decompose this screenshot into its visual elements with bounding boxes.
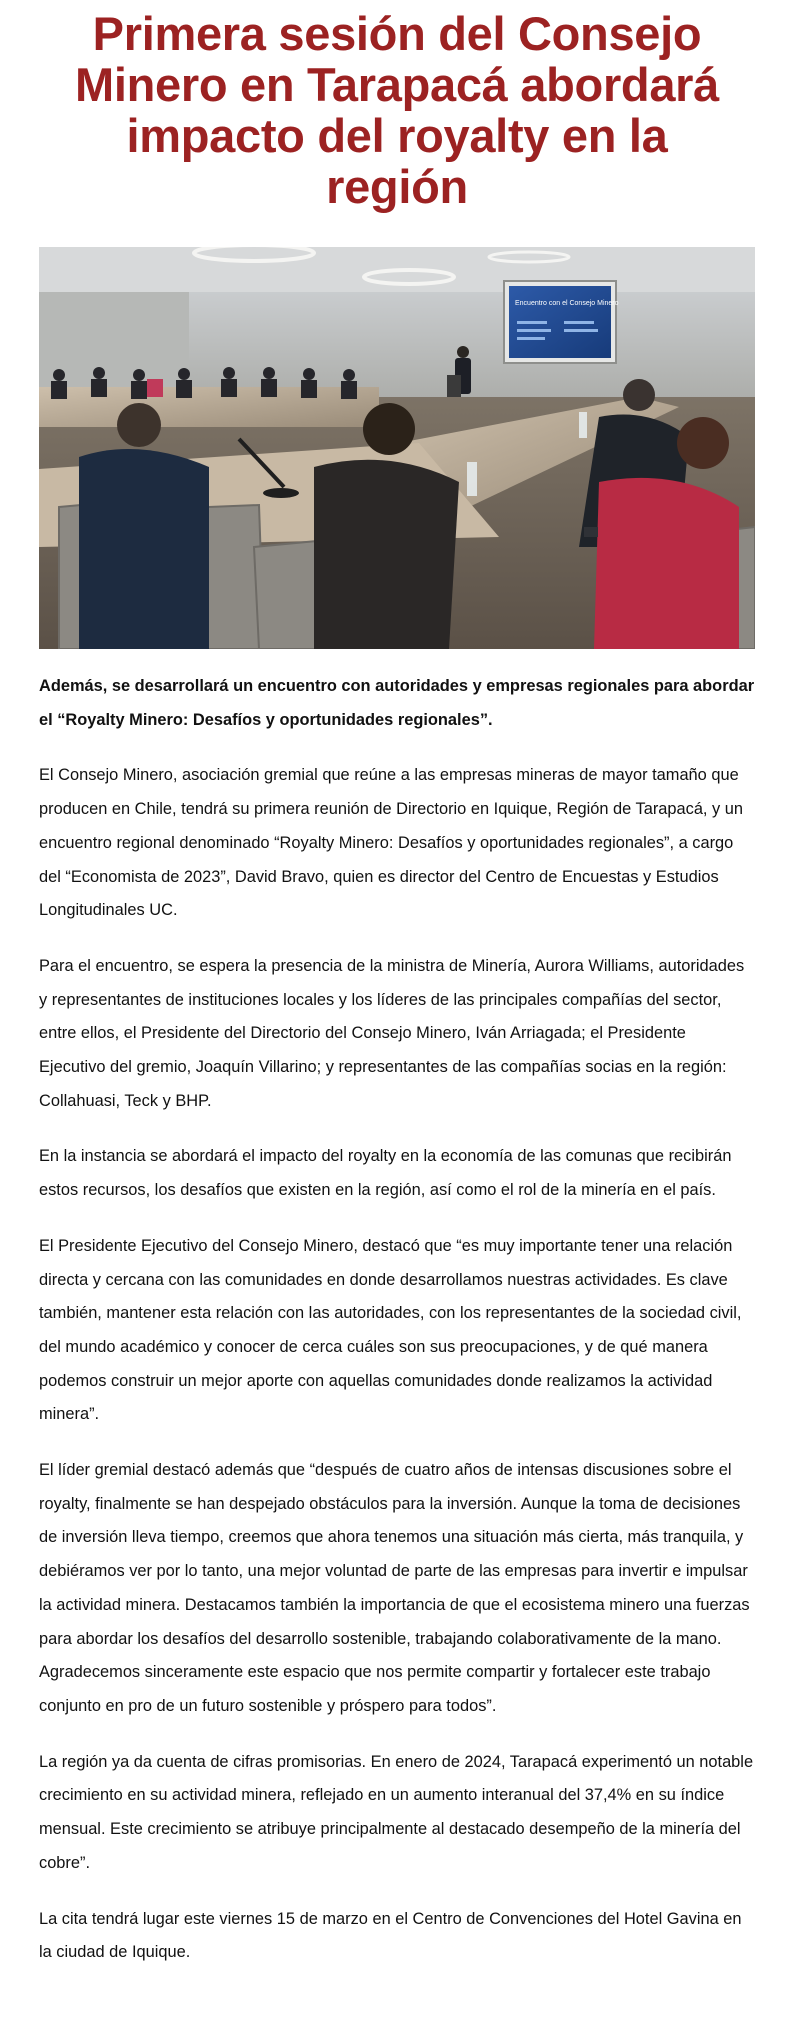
article-lead: Además, se desarrollará un encuentro con autoridades y empresas regionales para abordar el “Royalty Minero: Desafíos y oportunidades regionales”. — [39, 677, 755, 729]
headline-container — [67, 0, 727, 226]
paragraph: El Consejo Minero, asociación gremial que reúne a las empresas mineras de mayor tamaño que producen en Chile, tendrá su primera reunión de Directorio en Iquique, Región de Tarapacá, y un encuentro regional denominado “Royalty Minero: Desafíos y oportunidades regionales”, a cargo del “Economista de 2023”, David Bravo, quien es director del Centro de Encuestas y Estudios Longitudinales UC. — [39, 766, 744, 920]
paragraph: En la instancia se abordará el impacto del royalty en la economía de las comunas que recibirán estos recursos, los desafíos que existen en la región, así como el rol de la minería en el país. — [39, 1147, 732, 1200]
paragraph: Para el encuentro, se espera la presencia de la ministra de Minería, Aurora Williams, autoridades y representantes de instituciones locales y los líderes de las principales compañías del sector, entre ellos, el Presidente del Directorio del Consejo Minero, Iván Arriagada; el Presidente Ejecutivo del gremio, Joaquín Villarino; y representantes de las compañías socias en la región: Collahuasi, Teck y BHP. — [39, 956, 745, 1110]
article-headline: Primera sesión del Consejo Minero en Tarapacá abordará impacto del royalty en la región — [74, 7, 720, 213]
article-body — [39, 670, 755, 1992]
paragraph: El líder gremial destacó además que “después de cuatro años de intensas discusiones sobre el royalty, finalmente se han despejado obstáculos para la inversión. Aunque la toma de decisiones de inversión lleva tiempo, creemos que ahora tenemos una situación más cierta, más tranquila, y debiéramos ver por lo tanto, una mejor voluntad de parte de las empresas para invertir e impulsar la actividad minera. Destacamos también la importancia de que el ecosistema minero una fuerzas para abordar los desafíos del desarrollo sostenible, trabajando colaborativamente de la mano. Agradecemos sinceramente este espacio que nos permite compartir y fortalecer este trabajo conjunto en pro de un futuro sostenible y próspero para todos”. — [39, 1461, 750, 1715]
article-photo — [39, 247, 755, 649]
slide-title: Encuentro con el Consejo Minero — [515, 300, 619, 307]
paragraph: El Presidente Ejecutivo del Consejo Minero, destacó que “es muy importante tener una relación directa y cercana con las comunidades en donde desarrollamos nuestras actividades. Es clave también, mantener esta relación con las autoridades, con los representantes de la sociedad civil, del mundo académico y conocer de cerca cuáles son sus preocupaciones, y de qué manera podemos construir un mejor aporte con aquellas comunidades donde realizamos la actividad minera”. — [39, 1236, 742, 1424]
conference-room-image — [39, 247, 755, 649]
paragraph: La región ya da cuenta de cifras promisorias. En enero de 2024, Tarapacá experimentó un notable crecimiento en su actividad minera, reflejado en un aumento interanual del 37,4% en su índice mensual. Este crecimiento se atribuye principalmente al destacado desempeño de la minería del cobre”. — [39, 1752, 754, 1872]
article — [39, 0, 755, 1962]
paragraph: La cita tendrá lugar este viernes 15 de marzo en el Centro de Convenciones del Hotel Gavina en la ciudad de Iquique. — [39, 1909, 742, 1962]
